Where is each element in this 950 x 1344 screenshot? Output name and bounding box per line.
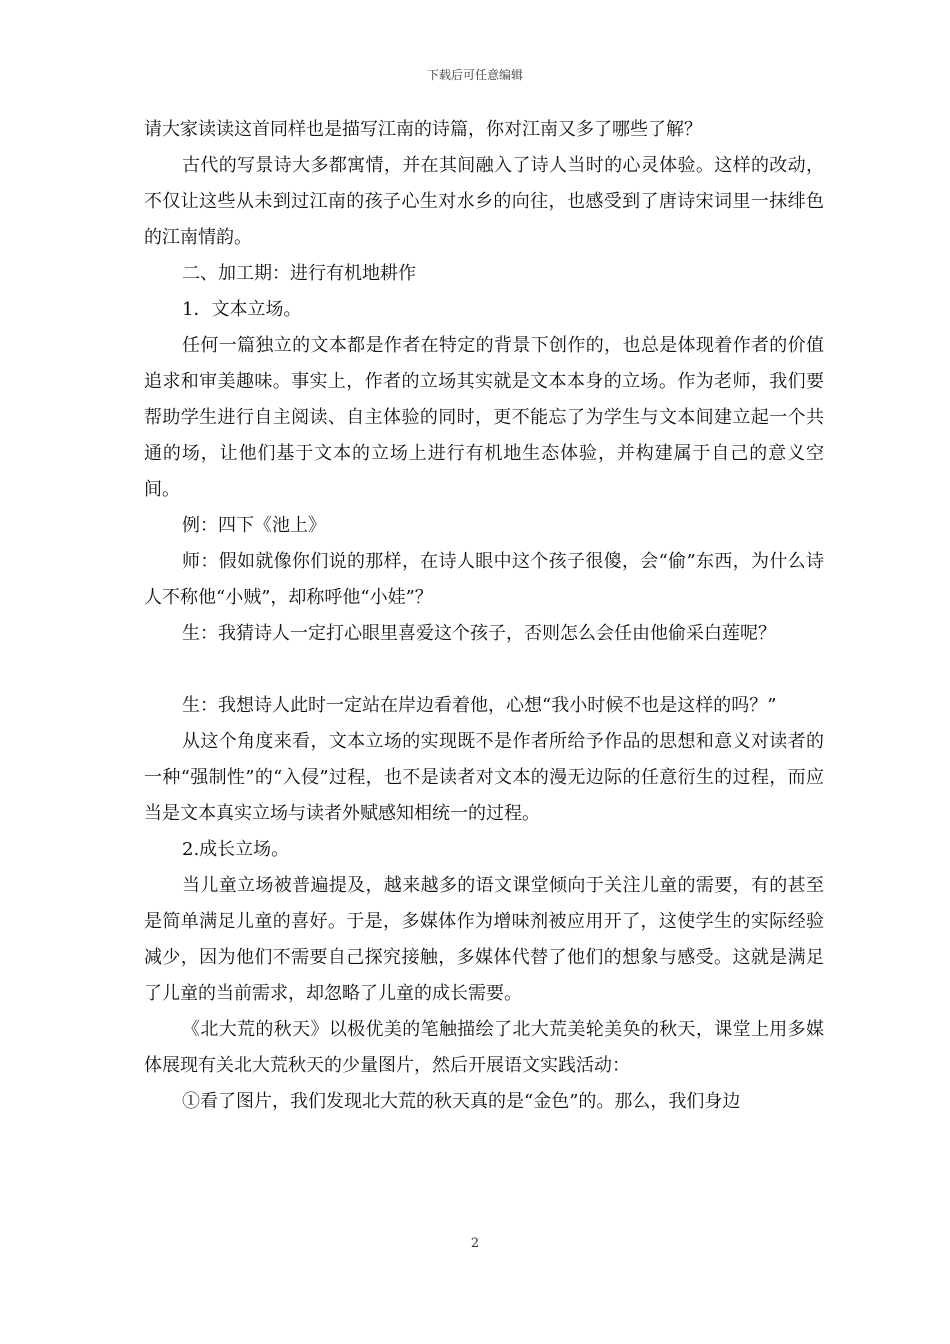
- paragraph-6: 《北大荒的秋天》以极优美的笔触描绘了北大荒美轮美奂的秋天，课堂上用多媒体展现有关北大荒秋天的少量图片，然后开展语文实践活动：: [144, 1019, 824, 1076]
- section-heading-2: 二、加工期：进行有机地耕作: [182, 263, 416, 284]
- paragraph-5: 当儿童立场被普遍提及，越来越多的语文课堂倾向于关注儿童的需要，有的甚至是简单满足儿童的喜好。于是，多媒体作为增味剂被应用开了，这使学生的实际经验减少，因为他们不需要自己探究接触，多媒体代替了他们的想象与感受。这就是满足了儿童的当前需求，却忽略了儿童的成长需要。: [144, 875, 824, 1004]
- page-number: 2: [470, 1236, 480, 1251]
- paragraph-7: ①看了图片，我们发现北大荒的秋天真的是“金色”的。那么，我们身边: [182, 1091, 741, 1112]
- paragraph-3: 任何一篇独立的文本都是作者在特定的背景下创作的，也总是体现着作者的价值追求和审美趣味。事实上，作者的立场其实就是文本本身的立场。作为老师，我们要帮助学生进行自主阅读、自主体验的同时，更不能忘了为学生与文本间建立起一个共通的场，让他们基于文本的立场上进行有机地生态体验，并构建属于自己的意义空间。: [144, 335, 824, 500]
- dialogue-student-1: 生：我猜诗人一定打心眼里喜爱这个孩子，否则怎么会任由他偷采白莲呢？: [182, 623, 776, 644]
- blank-line: [144, 652, 824, 688]
- subsection-heading-2: 2.成长立场。: [182, 839, 290, 860]
- example-label: 例：四下《池上》: [182, 515, 326, 536]
- dialogue-student-2: 生：我想诗人此时一定站在岸边看着他，心想“我小时候不也是这样的吗？”: [182, 695, 777, 716]
- paragraph-1: 请大家读读这首同样也是描写江南的诗篇，你对江南又多了哪些了解？: [144, 119, 702, 140]
- document-body: [144, 112, 824, 1120]
- subsection-heading-1: 1．文本立场。: [182, 299, 302, 320]
- dialogue-teacher: 师：假如就像你们说的那样，在诗人眼中这个孩子很傻，会“偷”东西，为什么诗人不称他“小贼”，却称呼他“小娃”？: [144, 551, 824, 608]
- paragraph-4: 从这个角度来看，文本立场的实现既不是作者所给予作品的思想和意义对读者的一种“强制性”的“入侵”过程，也不是读者对文本的漫无边际的任意衍生的过程，而应当是文本真实立场与读者外赋感知相统一的过程。: [144, 731, 824, 824]
- page-header: 下载后可任意编辑: [426, 68, 523, 82]
- paragraph-2: 古代的写景诗大多都寓情，并在其间融入了诗人当时的心灵体验。这样的改动，不仅让这些从未到过江南的孩子心生对水乡的向往，也感受到了唐诗宋词里一抹绯色的江南情韵。: [144, 155, 824, 248]
